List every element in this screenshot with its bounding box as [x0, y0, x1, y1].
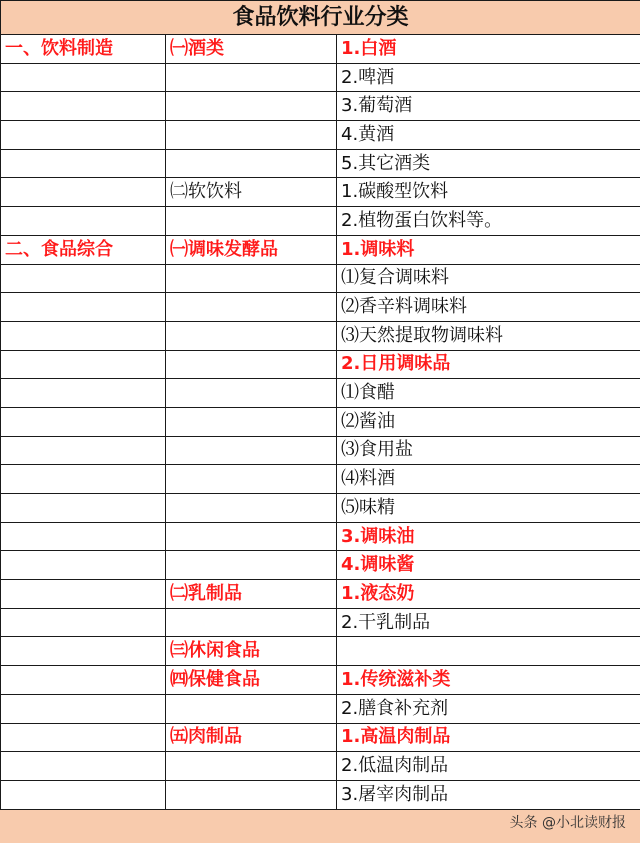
table-row: [1, 149, 640, 178]
category-cell: [1, 608, 166, 637]
item-cell: ⑷料酒: [337, 465, 640, 494]
table-row: [1, 637, 640, 666]
category-cell: [1, 637, 166, 666]
item-cell: 1.白酒: [337, 35, 640, 64]
category-cell: [1, 379, 166, 408]
subcategory-cell: [166, 92, 337, 121]
subcategory-cell: [166, 780, 337, 809]
table-row: [1, 350, 640, 379]
subcategory-cell: ㈠酒类: [166, 35, 337, 64]
category-cell: [1, 293, 166, 322]
subcategory-cell: [166, 149, 337, 178]
subcategory-cell: [166, 494, 337, 523]
subcategory-cell: [166, 121, 337, 150]
item-cell: 2.植物蛋白饮料等。: [337, 207, 640, 236]
item-cell: 3.屠宰肉制品: [337, 780, 640, 809]
subcategory-cell: [166, 465, 337, 494]
subcategory-cell: ㈠调味发酵品: [166, 235, 337, 264]
category-cell: [1, 178, 166, 207]
item-cell: 2.日用调味品: [337, 350, 640, 379]
table-row: [1, 494, 640, 523]
category-cell: [1, 780, 166, 809]
subcategory-cell: ㈢休闲食品: [166, 637, 337, 666]
title-row: [1, 1, 640, 35]
table-row: [1, 92, 640, 121]
category-cell: 二、食品综合: [1, 235, 166, 264]
item-cell: 5.其它酒类: [337, 149, 640, 178]
table-row: [1, 551, 640, 580]
category-cell: [1, 580, 166, 609]
category-cell: [1, 207, 166, 236]
table-row: [1, 580, 640, 609]
item-cell: 1.高温肉制品: [337, 723, 640, 752]
category-cell: [1, 436, 166, 465]
table-row: [1, 293, 640, 322]
item-cell: 4.黄酒: [337, 121, 640, 150]
table-row: [1, 780, 640, 809]
table-row: [1, 379, 640, 408]
category-cell: [1, 494, 166, 523]
category-cell: 一、饮料制造: [1, 35, 166, 64]
table-row: [1, 608, 640, 637]
category-cell: [1, 723, 166, 752]
category-cell: [1, 121, 166, 150]
item-cell: ⑵酱油: [337, 407, 640, 436]
category-cell: [1, 551, 166, 580]
category-cell: [1, 666, 166, 695]
table-row: [1, 666, 640, 695]
subcategory-cell: [166, 752, 337, 781]
item-cell: 1.液态奶: [337, 580, 640, 609]
item-cell: 1.碳酸型饮料: [337, 178, 640, 207]
subcategory-cell: [166, 436, 337, 465]
category-cell: [1, 407, 166, 436]
item-cell: 3.葡萄酒: [337, 92, 640, 121]
category-cell: [1, 465, 166, 494]
table-row: [1, 407, 640, 436]
watermark: 头条 @小北读财报: [509, 815, 626, 831]
subcategory-cell: [166, 694, 337, 723]
table-row: [1, 63, 640, 92]
subcategory-cell: [166, 264, 337, 293]
table-row: [1, 465, 640, 494]
category-cell: [1, 350, 166, 379]
subcategory-cell: [166, 551, 337, 580]
item-cell: ⑴复合调味料: [337, 264, 640, 293]
category-cell: [1, 752, 166, 781]
item-cell: 1.调味料: [337, 235, 640, 264]
table-row: [1, 723, 640, 752]
category-cell: [1, 63, 166, 92]
subcategory-cell: [166, 350, 337, 379]
item-cell: ⑵香辛料调味料: [337, 293, 640, 322]
subcategory-cell: [166, 293, 337, 322]
item-cell: 2.啤酒: [337, 63, 640, 92]
subcategory-cell: ㈡软饮料: [166, 178, 337, 207]
subcategory-cell: [166, 207, 337, 236]
subcategory-cell: [166, 407, 337, 436]
item-cell: [337, 637, 640, 666]
subcategory-cell: [166, 63, 337, 92]
subcategory-cell: ㈡乳制品: [166, 580, 337, 609]
category-cell: [1, 321, 166, 350]
subcategory-cell: ㈣保健食品: [166, 666, 337, 695]
table-row: [1, 321, 640, 350]
item-cell: 4.调味酱: [337, 551, 640, 580]
item-cell: 2.膳食补充剂: [337, 694, 640, 723]
category-cell: [1, 264, 166, 293]
subcategory-cell: [166, 321, 337, 350]
table-row: [1, 235, 640, 264]
item-cell: 1.传统滋补类: [337, 666, 640, 695]
table-row: [1, 35, 640, 64]
item-cell: ⑸味精: [337, 494, 640, 523]
category-cell: [1, 149, 166, 178]
item-cell: 3.调味油: [337, 522, 640, 551]
table-row: [1, 207, 640, 236]
category-cell: [1, 522, 166, 551]
subcategory-cell: [166, 379, 337, 408]
item-cell: ⑶天然提取物调味料: [337, 321, 640, 350]
subcategory-cell: ㈤肉制品: [166, 723, 337, 752]
table-row: [1, 436, 640, 465]
item-cell: 2.低温肉制品: [337, 752, 640, 781]
table-row: [1, 752, 640, 781]
table-row: [1, 694, 640, 723]
table-row: [1, 178, 640, 207]
table-row: [1, 522, 640, 551]
item-cell: ⑴食醋: [337, 379, 640, 408]
item-cell: 2.干乳制品: [337, 608, 640, 637]
table-row: [1, 264, 640, 293]
category-cell: [1, 92, 166, 121]
subcategory-cell: [166, 608, 337, 637]
item-cell: ⑶食用盐: [337, 436, 640, 465]
category-cell: [1, 694, 166, 723]
table-row: [1, 121, 640, 150]
subcategory-cell: [166, 522, 337, 551]
page-title: 食品饮料行业分类: [1, 1, 640, 35]
